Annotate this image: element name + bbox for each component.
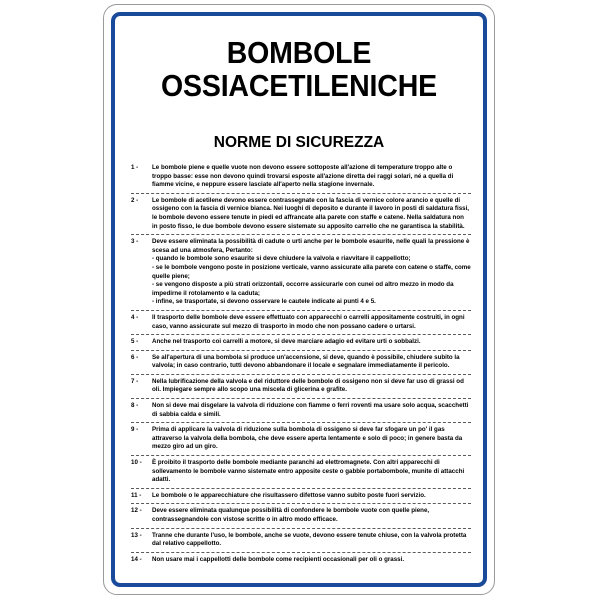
rule-divider [131, 488, 471, 489]
rule-6 [131, 352, 471, 371]
sign-title-line-2: OSSIACETILENICHE [161, 68, 437, 103]
rule-divider [131, 528, 471, 529]
rule-number: 2 - [131, 196, 139, 204]
rule-divider [131, 455, 471, 456]
rule-number: 13 - [131, 531, 142, 539]
rule-number: 10 - [131, 459, 142, 467]
rule-text: Anche nel trasporto coi carrelli a motore, si deve marciare adagio ed evitare urti o sobbalzi. [152, 338, 421, 346]
rule-number: 6 - [131, 353, 139, 361]
rule-bullet: - quando le bombole sono esaurite si deve chiudere la valvola e riavvitare il cappellotto; [152, 255, 411, 263]
safety-sign [103, 4, 495, 595]
rule-4 [131, 312, 471, 331]
rule-text: Deve essere eliminata qualunque possibilità di confondere le bombole vuote con quelle piene, contrassegnandole con vistose scritte o in altro modo efficace. [152, 507, 430, 523]
rule-3 [131, 236, 471, 307]
rule-divider [131, 234, 471, 235]
rules-list [131, 162, 471, 573]
rule-text: Deve essere eliminata la possibilità di cadute o urti anche per le bombole esaurite, nelle quali la pressione è scesa ad una atmosfera, Pertanto: [152, 238, 470, 254]
rule-text: Prima di applicare la valvola di riduzione sulla bombola di ossigeno si deve far sfogare un po' il gas attraverso la valvola della bombola, che deve essere aperta lentamente e solo di poco; in genere basta da mezzo giro ad un giro. [152, 426, 463, 451]
rule-text: Nella lubrificazione della valvola e del riduttore delle bombole di ossigeno non si deve far uso di grassi od oli. Impiegare sempre allo scopo una miscela di glicerina e grafite. [152, 377, 464, 394]
rule-1 [131, 162, 471, 190]
sign-title-line-1: BOMBOLE [226, 35, 372, 70]
rule-number: 14 - [131, 555, 142, 563]
rule-12 [131, 505, 471, 524]
rule-13 [131, 530, 471, 549]
rule-text: Tranne che durante l'uso, le bombole, anche se vuote, devono essere tenute chiuse, con la valvola protetta dal relativo cappellotto. [152, 531, 467, 548]
rule-bullet: - infine, se trasportate, si devono osservare le cautele indicate ai punti 4 e 5. [152, 298, 376, 306]
sign-title [130, 36, 469, 102]
rule-number: 5 - [131, 338, 139, 346]
rule-text: Le bombole di acetilene devono essere contrassegnate con la fascia di vernice colore arancio e quelle di ossigeno con la fascia di vernice bianca. Nei luoghi di deposito e durante il lavoro in posti di saldatura fissi, le bombole devono essere tenute in piedi ed affrancate alla parete con staffe e catene. Nella saldatura non in posto fisso, le due bombole devono essere sistemate su apposito carrello che ne garantisca la stabilità. [152, 196, 470, 230]
sign-subtitle: NORME DI SICUREZZA [213, 134, 385, 151]
sign-blue-frame [111, 12, 487, 587]
rule-text: Non si deve mai disgelare la valvola di riduzione con fiamme o ferri roventi ma usare solo acqua, scacchetti di sabbia calda e simili. [152, 402, 469, 418]
rule-9 [131, 424, 471, 452]
rule-14 [131, 554, 471, 565]
rule-bullet: - se le bombole vengono poste in posizione verticale, vanno assicurate alla parete con catene o staffe, come quelle piene; [152, 263, 471, 280]
rule-text: Le bombole o le apparecchiature che risultassero difettose vanno subito poste fuori servizio. [152, 491, 426, 499]
rule-number: 7 - [131, 377, 139, 385]
rule-7 [131, 376, 471, 395]
rule-divider [131, 552, 471, 553]
rule-bullet: - se vengono disposte a più strati orizzontali, occorre assicurarle con cunei od altro mezzo in modo da impedirne il rotolamento e la caduta; [152, 281, 454, 297]
rule-text: Non usare mai i cappellotti delle bombole come recipienti occasionali per oli o grassi. [152, 555, 405, 563]
rule-number: 9 - [131, 426, 139, 434]
rule-2 [131, 195, 471, 231]
rule-divider [131, 350, 471, 351]
rule-text: È proibito il trasporto delle bombole mediante paranchi ad elettromagnete. Con altri apparecchi di sollevamento le bombole vanno sistemate entro apposite ceste o gabbie portabombole, munite di attacchi adatti. [152, 459, 465, 484]
rule-number: 11 - [131, 491, 142, 499]
rule-divider [131, 310, 471, 311]
rule-divider [131, 422, 471, 423]
rule-text: Il trasporto delle bombole deve essere effettuato con apparecchi o carrelli appositamente costruiti, in ogni caso, vanno assicurate sul mezzo di trasporto in modo che non possano cadere o urtarsi. [152, 313, 465, 330]
rule-11 [131, 490, 471, 501]
rule-number: 12 - [131, 507, 142, 515]
rule-divider [131, 503, 471, 504]
rule-divider [131, 398, 471, 399]
rule-text: Se all'apertura di una bombola si produce un'accensione, si deve, quando è possibile, chiudere subito la valvola; in caso contrario, tutti devono abbandonare il locale e segnalare immediatamente il pericolo. [152, 353, 460, 370]
rule-text: Le bombole piene e quelle vuote non devono essere sottoposte all'azione di temperature troppo alte o troppo basse: esse non devono quindi trovarsi esposte all'azione diretta dei raggi solari, né a quella di fiamme vicine, e neppure essere lasciate all'aperto nella stagione invernale. [152, 164, 454, 189]
rule-number: 1 - [131, 164, 139, 171]
rule-number: 3 - [131, 238, 139, 246]
rule-divider [131, 374, 471, 375]
rule-10 [131, 457, 471, 485]
rule-8 [131, 400, 471, 419]
rule-5 [131, 336, 471, 347]
rule-divider [131, 334, 471, 335]
rule-number: 4 - [131, 313, 139, 321]
rule-divider [131, 193, 471, 194]
rule-number: 8 - [131, 402, 139, 410]
